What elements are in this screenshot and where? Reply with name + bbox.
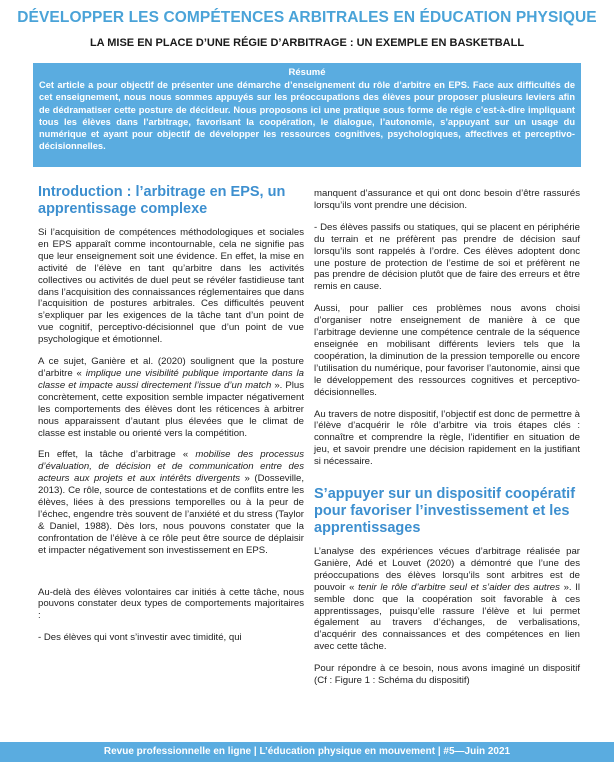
paragraph: Au-delà des élèves volontaires car initiés à cette tâche, nous pouvons constater deux types de comportements majoritaires : bbox=[38, 586, 304, 622]
paragraph: - Des élèves qui vont s’investir avec timidité, qui bbox=[38, 632, 242, 644]
article-subtitle: LA MISE EN PLACE D’UNE RÉGIE D’ARBITRAGE : UN EXEMPLE EN BASKETBALL bbox=[89, 37, 525, 49]
text-span: ». Il semble donc que la coopération soit favorable à ces apprentissages, puisqu’elle rassure l’élève et lui permet également au travers d’échanges, de verbalisations, d’acquérir des connaissances et des compétences en lien avec cette tâche. bbox=[314, 581, 581, 653]
section-heading-introduction: Introduction : l’arbitrage en EPS, un apprentissage complexe bbox=[38, 184, 286, 217]
paragraph bbox=[38, 449, 304, 556]
abstract-box bbox=[33, 63, 581, 167]
text-span: A ce sujet, Ganière et al. (2020) soulignent que la posture d’arbitre « bbox=[38, 356, 304, 379]
quote: tenir le rôle d’arbitre seul et s’aider des autres bbox=[358, 581, 560, 593]
left-column bbox=[38, 184, 304, 654]
paragraph: Aussi, pour pallier ces problèmes nous avons choisi d’organiser notre enseignement de manière à ce que l’arbitrage devienne une compétence centrale de la séquence enseignée en mobilisant différents leviers tels que la coopération, la diminution de la pression temporelle ou encore l’utilisation du numérique, pour favoriser l’autonomie, ainsi que le développement des ressources cognitives et perceptivo-décisionnelles. bbox=[314, 303, 580, 398]
paragraph bbox=[314, 546, 580, 653]
footer-text: Revue professionnelle en ligne | L’éducation physique en mouvement | #5—Juin 2021 bbox=[103, 746, 511, 757]
paragraph bbox=[38, 356, 304, 439]
text-span: ». Plus concrètement, cette exposition semble impacter négativement les comportements des élèves dont les réticences à arbitrer nous apparaissent d’autant plus élevées que le climat de classe est instable ou orienté vers la compétition. bbox=[38, 379, 304, 439]
paragraph: Si l’acquisition de compétences méthodologiques et sociales en EPS apparaît comme incontournable, cela ne signifie pas que leur enseignement soit une évidence. En effet, la mise en activité de l’élève en tant qu’arbitre dans les activités collectives ou activités de duel peut se révéler fastidieuse tant dans l’acquisition des connaissances réglementaires que dans l’acquisition de postures arbitrales. Ces difficultés peuvent s’expliquer par les exigences de la tâche tant d’un point de vue cognitif, perceptivo-décisionnel que d’un point de vue psychologique et émotionnel. bbox=[38, 227, 304, 346]
text-span: En effet, la tâche d’arbitrage « bbox=[38, 449, 196, 461]
text-span: L’analyse des expériences vécues d’arbitrage réalisée par Ganière, Adé et Louvet (2020) a démontré que l’une des préoccupations des élèves lorsqu’ils sont arbitres est de pouvoir « bbox=[314, 546, 580, 593]
quote: implique une visibilité publique importante dans la classe et impacte aussi directement l’issue d’un match bbox=[38, 367, 304, 391]
footer-bar bbox=[0, 742, 614, 762]
section-heading-cooperative: S’appuyer sur un dispositif coopératif pour favoriser l’investissement et les apprentissages bbox=[314, 486, 576, 537]
abstract-text: Cet article a pour objectif de présenter une démarche d’enseignement du rôle d’arbitre en EPS. Face aux difficultés de cet enseignement, nous nous sommes appuyés sur les préoccupations des élèves pour proposer plusieurs leviers afin de dédramatiser cette posture de décideur. Nous proposons ici une pratique sous forme de régie c’est-à-dire impliquant tous les élèves dans l’arbitrage, favorisant la coopération, le dialogue, l’autonomie, s’appuyant sur un usage du numérique et ayant pour objectif de développer les ressources cognitives, psychologiques, affectives et perceptivo-décisionnelles. bbox=[39, 80, 575, 152]
text-span: » (Dosseville, 2013). Ce rôle, source de contestations et de conflits entre les élèves, liées à des pressions temporelles ou à la peur de l’échec, engendre très souvent de l’anxiété et du stress (Taylor & Daniel, 1988). Dès lors, nous pouvons constater que la confrontation de l’élève à ce rôle peut être source de déplaisir et impacter négativement son investissement en EPS. bbox=[38, 473, 304, 556]
abstract-title: Résumé bbox=[288, 67, 326, 78]
paragraph: Pour répondre à ce besoin, nous avons imaginé un dispositif (Cf : Figure 1 : Schéma du dispositif) bbox=[314, 663, 580, 687]
quote: mobilise des processus d’évaluation, de décision et de communication entre des acteurs aux projets et aux intérêts divergents bbox=[38, 449, 304, 485]
right-column bbox=[314, 188, 580, 697]
paragraph: manquent d’assurance et qui ont donc besoin d’être rassurés lorsqu’ils vont prendre une décision. bbox=[314, 188, 580, 211]
paragraph: Au travers de notre dispositif, l’objectif est donc de permettre à l’élève d’acquérir le rôle d’arbitre via trois étapes clés : connaître et comprendre la règle, l’identifier en situation de jeu, et savoir prendre une décision rapidement en la justifiant si nécessaire. bbox=[314, 408, 580, 468]
paragraph: - Des élèves passifs ou statiques, qui se placent en périphérie du terrain et ne préfèrent pas prendre de décision sauf lorsqu’ils sont rappelés à l’ordre. Ces élèves adoptent donc une posture de protection de l’estime de soi et préfèrent ne pas prendre de décision plutôt que de faire des erreurs et être remis en cause. bbox=[314, 221, 580, 293]
article-title: DÉVELOPPER LES COMPÉTENCES ARBITRALES EN ÉDUCATION PHYSIQUE bbox=[17, 9, 597, 26]
